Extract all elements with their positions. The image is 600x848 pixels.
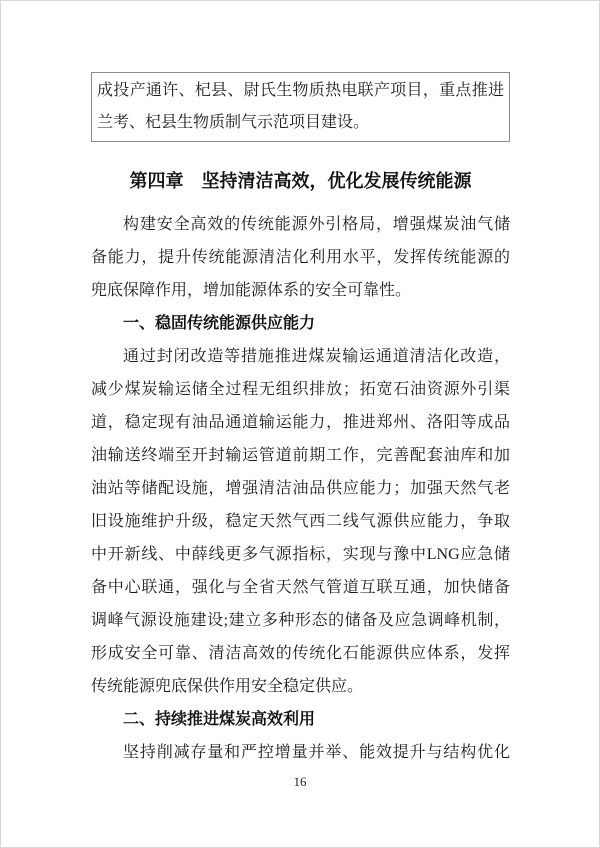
paragraph-line: 构建安全高效的传统能源外引格局，增强煤炭油气储 bbox=[123, 216, 510, 233]
paragraph-line: 中开新线、中薛线更多气源指标，实现与豫中LNG应急储 bbox=[91, 546, 510, 563]
section-heading-1: 一、稳固传统能源供应能力 bbox=[123, 315, 316, 332]
paragraph-line: 油输送终端至开封输运管道前期工作，完善配套油库和加 bbox=[91, 447, 510, 464]
paragraph-1 bbox=[91, 208, 510, 307]
paragraph-line: 油站等储配设施，增强清洁油品供应能力；加强天然气老 bbox=[91, 480, 510, 497]
paragraph-line: 调峰气源设施建设;建立多种形态的储备及应急调峰机制， bbox=[91, 612, 510, 629]
paragraph-line: 道，稳定现有油品通道输运能力，推进郑州、洛阳等成品 bbox=[91, 414, 510, 431]
paragraph-line: 备中心联通，强化与全省天然气管道互联互通，加快储备 bbox=[91, 579, 510, 596]
callout-box bbox=[91, 72, 510, 142]
callout-line: 兰考、杞县生物质制气示范项目建设。 bbox=[97, 114, 370, 131]
paragraph-line: 通过封闭改造等措施推进煤炭输运通道清洁化改造， bbox=[123, 348, 510, 365]
page-number: 16 bbox=[293, 774, 307, 789]
paragraph-line: 坚持削减存量和严控增量并举、能效提升与结构优化 bbox=[123, 744, 510, 761]
paragraph-3 bbox=[91, 736, 510, 769]
paragraph-line: 旧设施维护升级，稳定天然气西二线气源供应能力，争取 bbox=[91, 513, 510, 530]
paragraph-line: 备能力，提升传统能源清洁化利用水平，发挥传统能源的 bbox=[91, 249, 510, 266]
paragraph-line: 减少煤炭输运储全过程无组织排放；拓宽石油资源外引渠 bbox=[91, 381, 510, 398]
paragraph-line: 传统能源兜底保供作用安全稳定供应。 bbox=[91, 678, 364, 695]
paragraph-line: 兜底保障作用，增加能源体系的安全可靠性。 bbox=[91, 282, 412, 299]
section-heading-2: 二、持续推进煤炭高效利用 bbox=[123, 711, 316, 728]
callout-line: 成投产通许、杞县、尉氏生物质热电联产项目，重点推进 bbox=[97, 82, 504, 99]
paragraph-2 bbox=[91, 340, 510, 703]
chapter-title: 第四章 坚持清洁高效，优化发展传统能源 bbox=[129, 171, 472, 191]
paragraph-line: 形成安全可靠、清洁高效的传统化石能源供应体系，发挥 bbox=[91, 645, 510, 662]
